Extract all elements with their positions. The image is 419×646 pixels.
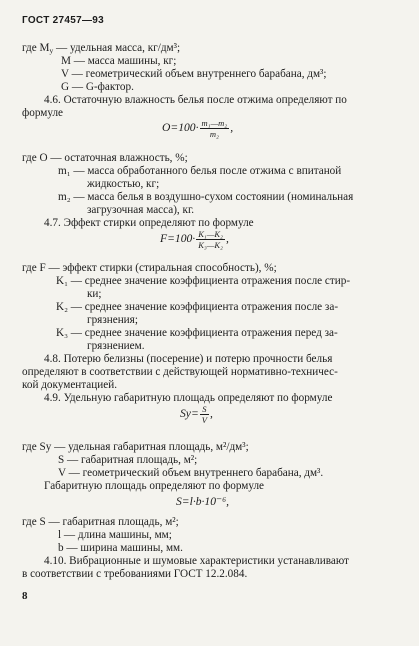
text-line: в соответствии с требованиями ГОСТ 12.2.084. <box>22 568 248 580</box>
text-line: определяют в соответствии с действующей нормативно-техничес- <box>22 366 338 378</box>
text-line: V — геометрический объем внутреннего барабана, дм³. <box>58 467 324 479</box>
text-line: Габаритную площадь определяют по формуле <box>44 480 265 492</box>
text-line: l — длина машины, мм; <box>58 529 172 541</box>
text-line: 4.8. Потерю белизны (посерение) и потерю прочности белья <box>44 353 333 365</box>
text-line: m₁ — масса обработанного белья после отжима с впитаной <box>58 165 342 177</box>
text-line: формуле <box>22 107 63 119</box>
text-line: где F — эффект стирки (стиральная способность), %; <box>22 262 277 274</box>
text-line: 4.9. Удельную габаритную площадь определяют по формуле <box>44 392 333 404</box>
text-line: K₂ — среднее значение коэффициента отражения после за- <box>56 301 339 313</box>
text-line: грязнением. <box>87 340 145 352</box>
text-line: K₁ — среднее значение коэффициента отражения после стир- <box>56 275 351 287</box>
text-line: жидкостью, кг; <box>87 178 160 190</box>
text-line: V — геометрический объем внутреннего барабана, дм³; <box>61 68 327 80</box>
text-line: m₂ — масса белья в воздушно-сухом состоянии (номинальная <box>58 191 354 203</box>
text-line: G — G-фактор. <box>61 81 134 93</box>
text-line: где $M_у$ — удельная масса, кг/дм³; <box>22 42 181 55</box>
text-line: 4.6. Остаточную влажность белья после отжима определяют по <box>44 94 347 106</box>
text-line: 4.7. Эффект стирки определяют по формуле <box>44 217 254 229</box>
formula-specific-area: Sу= $\frac{S}{V}$ , <box>180 404 213 425</box>
text-line: ки; <box>87 288 102 300</box>
text-line: кой документацией. <box>22 379 118 391</box>
text-line: где O — остаточная влажность, %; <box>22 152 188 164</box>
text-line: S — габаритная площадь, м²; <box>58 454 198 466</box>
text-line: загрузочная масса), кг. <box>87 204 195 216</box>
formula-area: S=l·b·10⁻⁶, <box>176 495 230 508</box>
text-line: где Sу — удельная габаритная площадь, м²/дм³; <box>22 441 249 453</box>
page-number: 8 <box>22 590 28 602</box>
text-line: K₃ — среднее значение коэффициента отражения перед за- <box>56 327 338 339</box>
text-line: где S — габаритная площадь, м²; <box>22 516 179 528</box>
formula-moisture: O=100· $\frac{\text{m₁—m₂}}{\text{m₂}}$ , <box>162 118 234 139</box>
text-line: 4.10. Вибрационные и шумовые характеристики устанавливают <box>44 555 349 567</box>
text-line: грязнения; <box>87 314 138 326</box>
formula-wash-effect: F=100· $\frac{\text{K₁—K₂}}{\text{K₃—K₂}}$ , <box>160 229 229 250</box>
document-header: ГОСТ 27457—93 <box>22 15 105 26</box>
text-line: b — ширина машины, мм. <box>58 542 183 554</box>
text-line: M — масса машины, кг; <box>61 55 177 67</box>
